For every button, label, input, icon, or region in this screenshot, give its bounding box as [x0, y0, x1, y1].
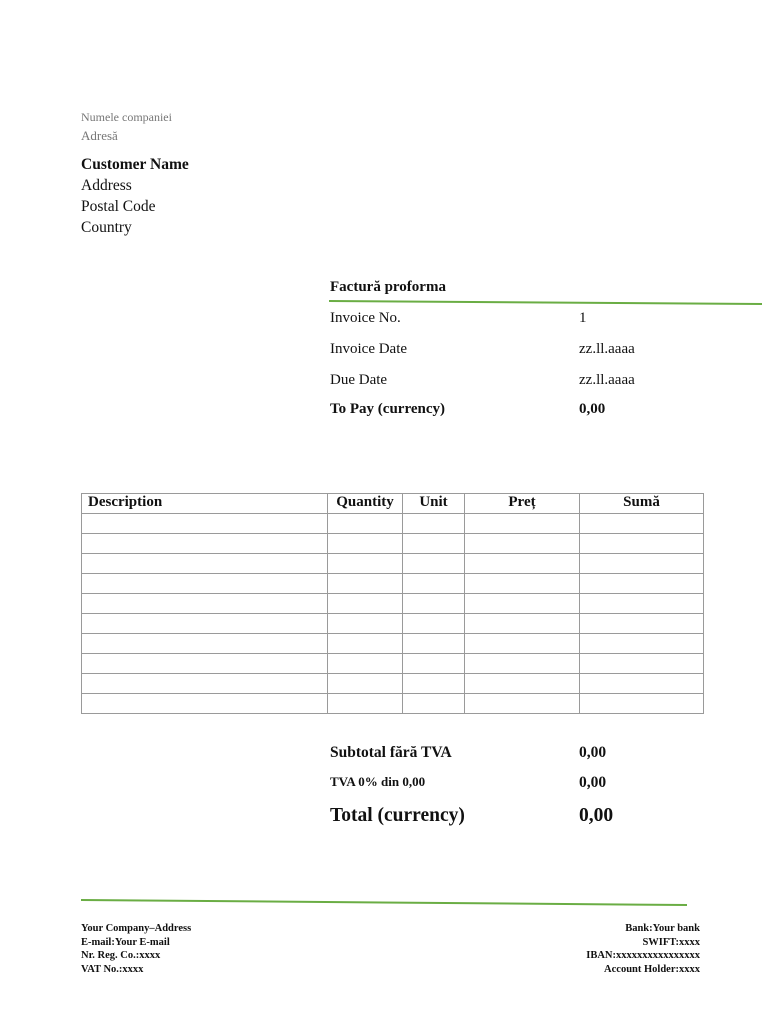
to-pay-label: To Pay (currency) — [330, 401, 445, 417]
table-cell[interactable] — [82, 514, 328, 534]
footer-bank: Bank:Your bank — [625, 923, 700, 934]
invoice-date-label: Invoice Date — [330, 341, 408, 357]
footer-company-address: Your Company–Address — [81, 923, 192, 934]
table-row — [82, 614, 704, 634]
footer-reg-no: Nr. Reg. Co.:xxxx — [81, 950, 161, 961]
table-row — [82, 534, 704, 554]
due-date-value: zz.ll.aaaa — [579, 372, 635, 388]
table-cell[interactable] — [465, 634, 580, 654]
table-cell[interactable] — [328, 514, 403, 534]
table-cell[interactable] — [328, 594, 403, 614]
col-header-quantity: Quantity — [328, 494, 403, 514]
due-date-label: Due Date — [330, 372, 388, 388]
table-cell[interactable] — [328, 694, 403, 714]
table-cell[interactable] — [403, 554, 465, 574]
invoice-number-label: Invoice No. — [330, 310, 401, 326]
table-cell[interactable] — [403, 694, 465, 714]
table-cell[interactable] — [580, 654, 704, 674]
table-cell[interactable] — [82, 674, 328, 694]
footer-bank-info — [586, 922, 700, 976]
table-cell[interactable] — [328, 614, 403, 634]
table-cell[interactable] — [403, 614, 465, 634]
table-cell[interactable] — [580, 694, 704, 714]
footer-iban: IBAN:xxxxxxxxxxxxxxxx — [586, 950, 700, 961]
table-cell[interactable] — [82, 574, 328, 594]
customer-name: Customer Name — [81, 156, 189, 173]
table-row — [82, 654, 704, 674]
tva-value: 0,00 — [579, 774, 607, 791]
total-label: Total (currency) — [330, 805, 465, 826]
footer-swift: SWIFT:xxxx — [642, 936, 700, 948]
table-cell[interactable] — [403, 654, 465, 674]
table-cell[interactable] — [465, 514, 580, 534]
table-row — [82, 634, 704, 654]
table-cell[interactable] — [580, 614, 704, 634]
table-cell[interactable] — [82, 594, 328, 614]
invoice-number-value: 1 — [579, 310, 587, 326]
table-cell[interactable] — [403, 574, 465, 594]
footer-company-info — [81, 922, 191, 976]
col-header-description: Description — [82, 494, 328, 514]
table-cell[interactable] — [580, 554, 704, 574]
table-cell[interactable] — [580, 534, 704, 554]
company-name: Numele companiei — [81, 110, 172, 124]
table-cell[interactable] — [82, 694, 328, 714]
table-cell[interactable] — [465, 574, 580, 594]
table-cell[interactable] — [580, 574, 704, 594]
table-cell[interactable] — [82, 654, 328, 674]
table-cell[interactable] — [403, 634, 465, 654]
table-row — [82, 694, 704, 714]
table-cell[interactable] — [328, 574, 403, 594]
customer-postal-code: Postal Code — [81, 198, 156, 215]
table-cell[interactable] — [580, 514, 704, 534]
table-cell[interactable] — [82, 534, 328, 554]
table-cell[interactable] — [403, 674, 465, 694]
table-cell[interactable] — [465, 614, 580, 634]
table-cell[interactable] — [580, 634, 704, 654]
items-table — [81, 493, 704, 714]
col-header-price: Preț — [465, 494, 580, 514]
table-cell[interactable] — [328, 654, 403, 674]
table-header-row — [82, 494, 704, 514]
table-cell[interactable] — [328, 674, 403, 694]
tva-label: TVA 0% din 0,00 — [330, 774, 426, 789]
total-value: 0,00 — [579, 805, 614, 826]
table-cell[interactable] — [328, 554, 403, 574]
table-cell[interactable] — [580, 594, 704, 614]
footer-account-holder: Account Holder:xxxx — [604, 963, 700, 975]
customer-address: Address — [81, 177, 132, 194]
col-header-unit: Unit — [403, 494, 465, 514]
table-cell[interactable] — [465, 534, 580, 554]
table-cell[interactable] — [403, 514, 465, 534]
customer-country: Country — [81, 219, 132, 236]
footer-email: E-mail:Your E-mail — [81, 936, 170, 948]
table-cell[interactable] — [328, 534, 403, 554]
table-cell[interactable] — [328, 634, 403, 654]
table-cell[interactable] — [82, 554, 328, 574]
table-row — [82, 554, 704, 574]
table-row — [82, 514, 704, 534]
table-row — [82, 594, 704, 614]
table-row — [82, 574, 704, 594]
col-header-sum: Sumă — [580, 494, 704, 514]
subtotal-value: 0,00 — [579, 744, 607, 761]
subtotal-label: Subtotal fără TVA — [330, 744, 452, 761]
table-row — [82, 674, 704, 694]
invoice-date-value: zz.ll.aaaa — [579, 341, 635, 357]
table-cell[interactable] — [403, 534, 465, 554]
table-cell[interactable] — [465, 554, 580, 574]
footer-vat-no: VAT No.:xxxx — [81, 963, 144, 975]
table-cell[interactable] — [465, 654, 580, 674]
to-pay-value: 0,00 — [579, 401, 606, 417]
table-cell[interactable] — [465, 594, 580, 614]
table-cell[interactable] — [82, 634, 328, 654]
invoice-title: Factură proforma — [330, 279, 446, 295]
title-underline — [328, 297, 764, 309]
table-cell[interactable] — [465, 694, 580, 714]
footer-divider — [80, 896, 690, 908]
table-cell[interactable] — [580, 674, 704, 694]
table-cell[interactable] — [82, 614, 328, 634]
table-cell[interactable] — [403, 594, 465, 614]
company-address: Adresă — [81, 128, 118, 143]
table-cell[interactable] — [465, 674, 580, 694]
